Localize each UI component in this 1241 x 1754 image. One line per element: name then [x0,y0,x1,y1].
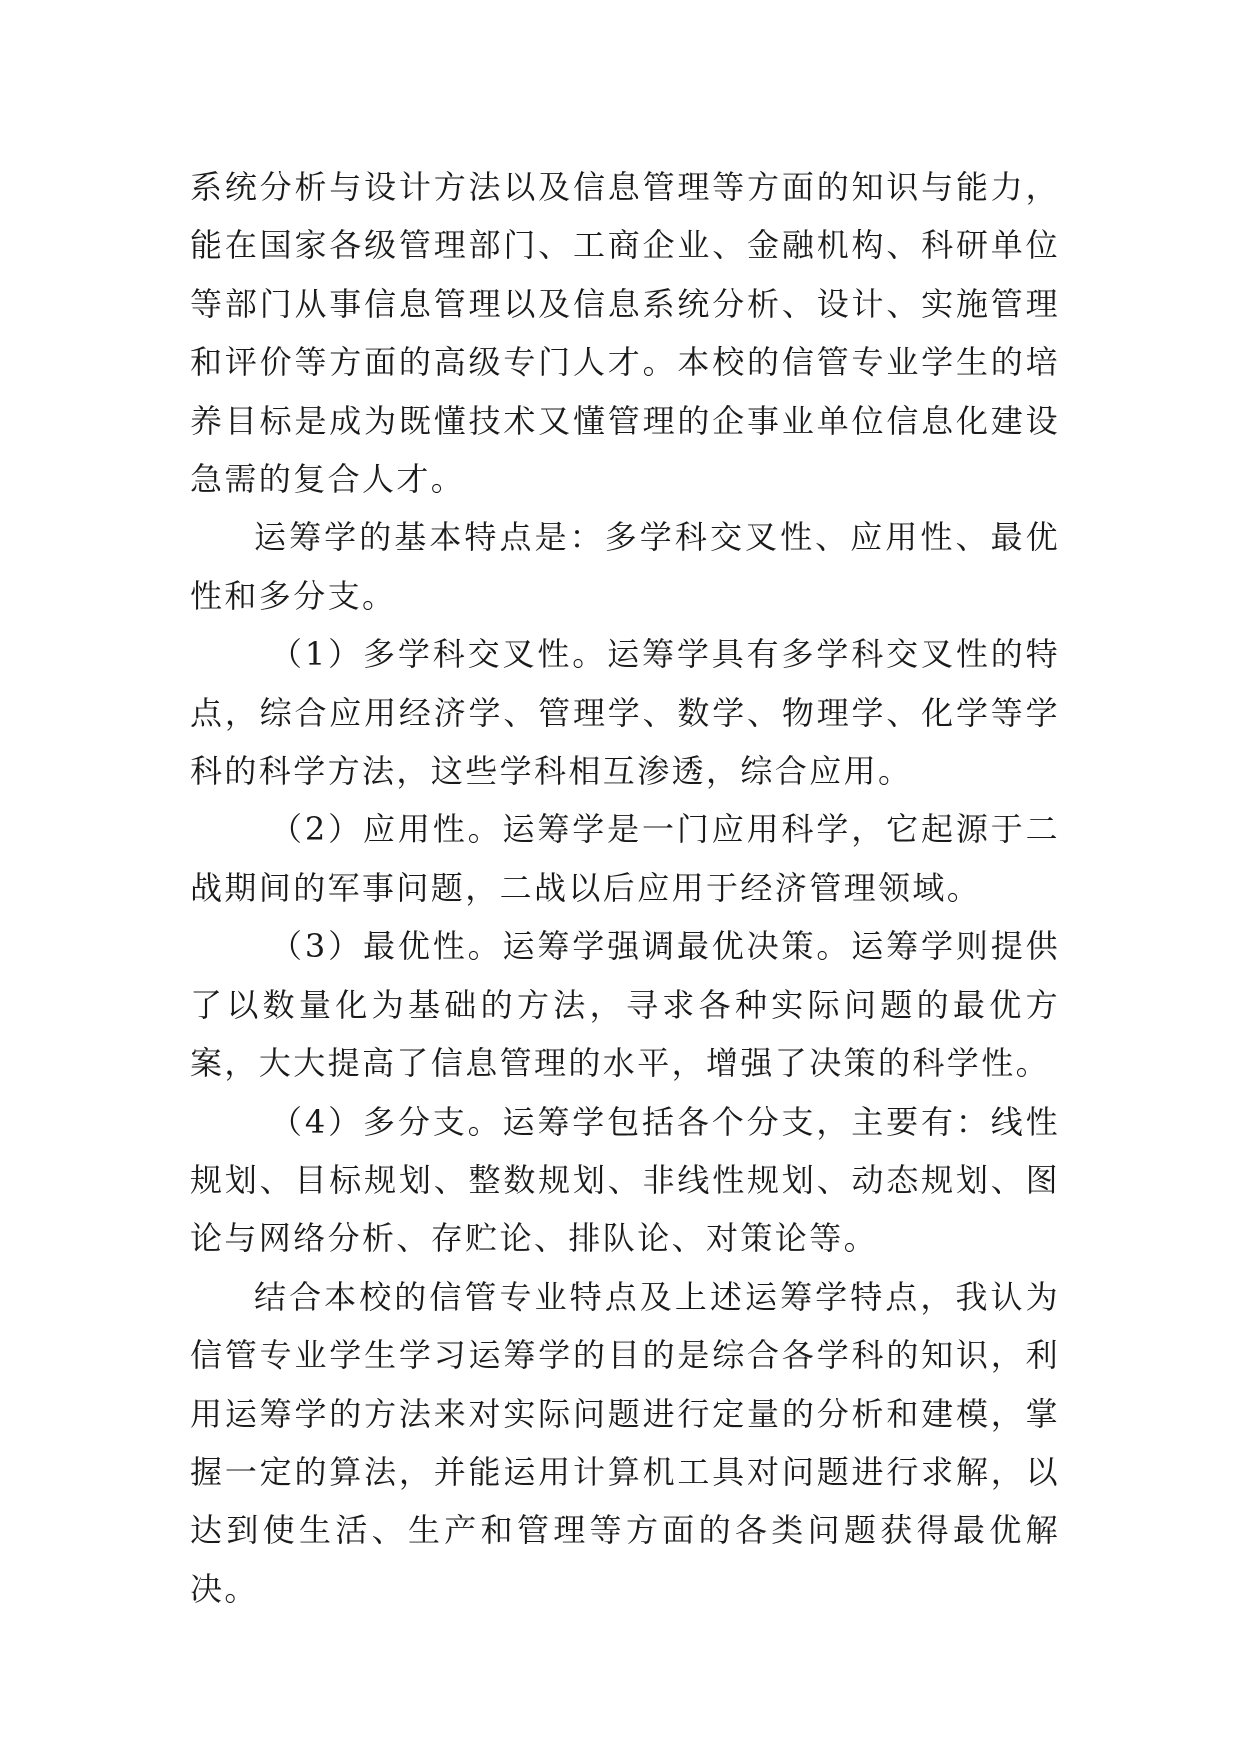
paragraph-feature-interdisciplinary: （1）多学科交叉性。运筹学具有多学科交叉性的特点，综合应用经济学、管理学、数学、物理学、化学等学科的科学方法，这些学科相互渗透，综合应用。 [190,635,1060,791]
document-body [190,158,1060,1618]
paragraph-training-goals: 系统分析与设计方法以及信息管理等方面的知识与能力，能在国家各级管理部门、工商企业、金融机构、科研单位等部门从事信息管理以及信息系统分析、设计、实施管理和评价等方面的高级专门人才。本校的信管专业学生的培养目标是成为既懂技术又懂管理的企事业单位信息化建设急需的复合人才。 [190,168,1060,499]
paragraph-feature-optimality: （3）最优性。运筹学强调最优决策。运筹学则提供了以数量化为基础的方法，寻求各种实际问题的最优方案，大大提高了信息管理的水平，增强了决策的科学性。 [190,927,1060,1083]
paragraph-feature-branches: （4）多分支。运筹学包括各个分支，主要有：线性规划、目标规划、整数规划、非线性规划、动态规划、图论与网络分析、存贮论、排队论、对策论等。 [190,1102,1060,1258]
paragraph-feature-applicability: （2）应用性。运筹学是一门应用科学，它起源于二战期间的军事问题，二战以后应用于经济管理领域。 [190,810,1060,907]
paragraph-basic-features: 运筹学的基本特点是：多学科交叉性、应用性、最优性和多分支。 [190,518,1060,615]
paragraph-conclusion: 结合本校的信管专业特点及上述运筹学特点，我认为信管专业学生学习运筹学的目的是综合各学科的知识，利用运筹学的方法来对实际问题进行定量的分析和建模，掌握一定的算法，并能运用计算机工具对问题进行求解，以达到使生活、生产和管理等方面的各类问题获得最优解决。 [190,1277,1060,1608]
